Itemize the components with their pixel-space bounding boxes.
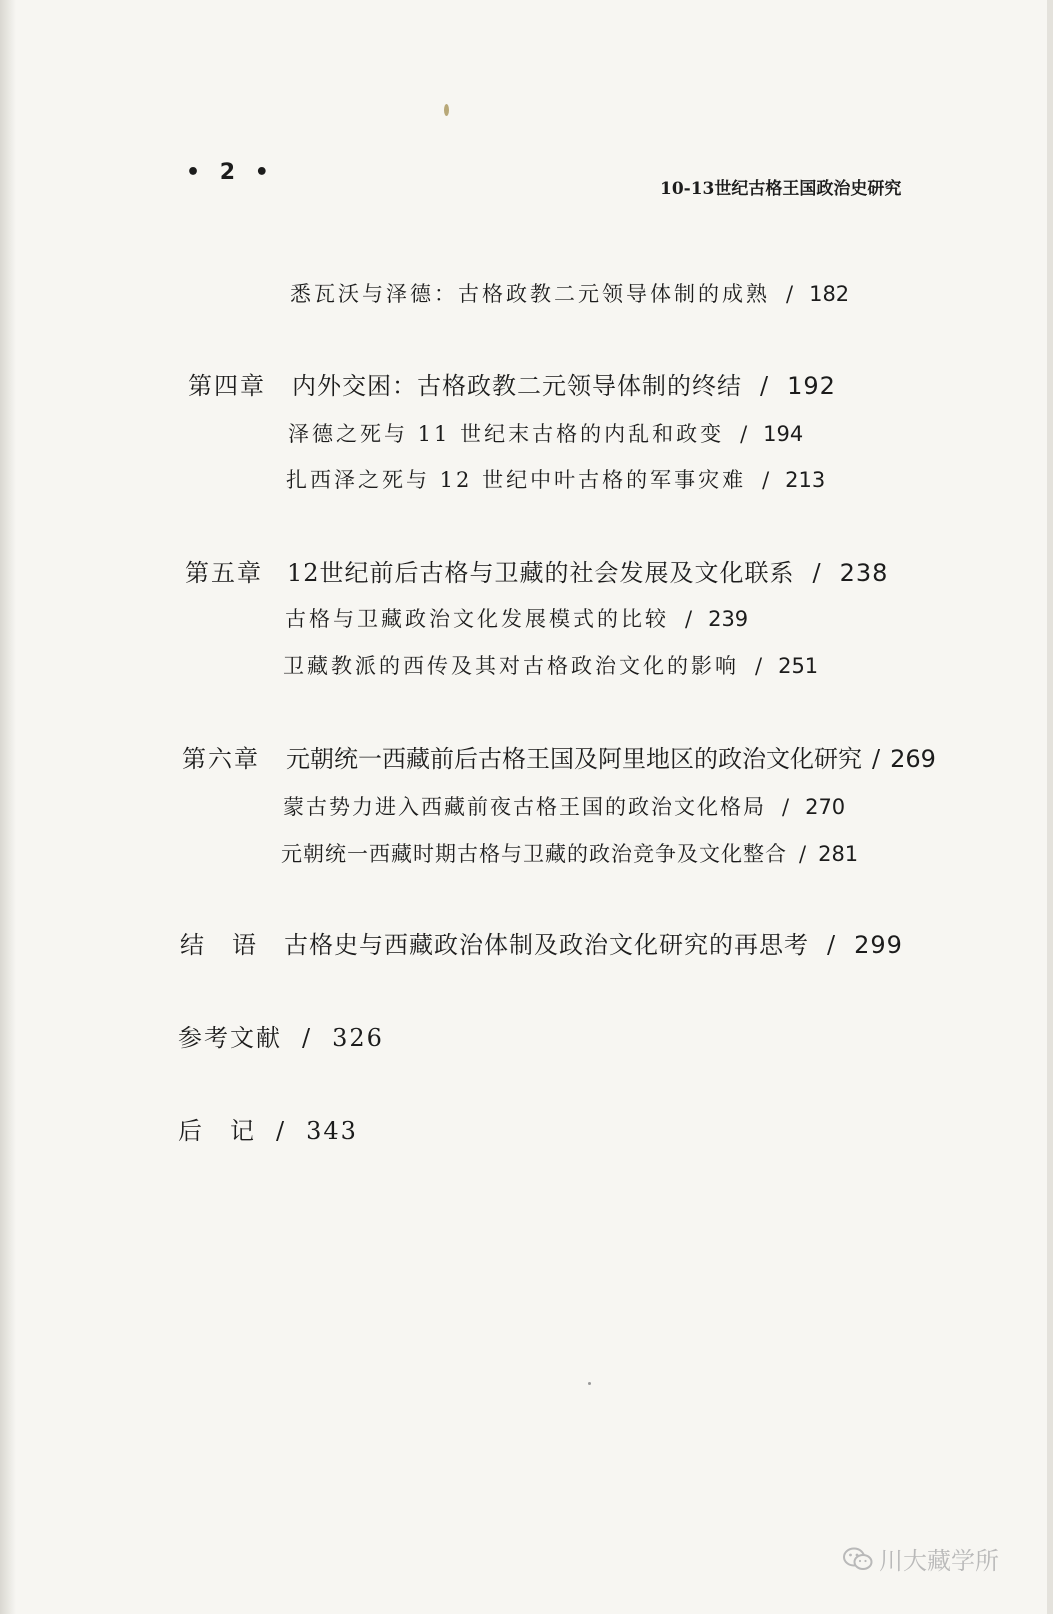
page-ref: 270 [805,795,846,819]
toc-section-entry[interactable] [288,418,803,448]
page-edge-right [1047,0,1053,1614]
separator: / [827,931,837,959]
toc-section-entry[interactable] [281,838,858,868]
wechat-icon [843,1546,873,1578]
page-ref: 281 [818,842,859,866]
paper-speck [588,1382,591,1385]
separator: / [786,282,794,306]
page-number: • 2 • [186,160,275,185]
separator: / [799,842,807,866]
chapter-title: 12世纪前后古格与卫藏的社会发展及文化联系 [287,559,795,587]
toc-section-entry[interactable] [285,603,748,633]
afterword-label: 后 记 [178,1117,256,1145]
watermark-text: 川大藏学所 [879,1547,999,1575]
chapter-label: 第六章 [182,745,260,773]
page-ref: 194 [763,422,804,446]
toc-section-entry[interactable] [283,791,845,821]
page-ref: 192 [787,372,836,400]
page-ref: 269 [890,745,936,773]
page-ref: 343 [306,1117,358,1145]
toc-section-entry[interactable] [290,278,849,308]
page-ref: 239 [708,607,749,631]
separator: / [762,468,770,492]
section-title: 泽德之死与 11 世纪末古格的内乱和政变 [288,422,725,446]
separator: / [812,559,822,587]
toc-section-entry[interactable] [283,650,818,680]
section-title: 蒙古势力进入西藏前夜古格王国的政治文化格局 [283,795,766,819]
separator: / [782,795,790,819]
page-ref: 299 [854,931,903,959]
section-title: 古格与卫藏政治文化发展模式的比较 [285,607,669,631]
running-title: 10-13世纪古格王国政治史研究 [660,179,902,199]
chapter-title: 元朝统一西藏前后古格王国及阿里地区的政治文化研究 [286,745,862,773]
toc-references[interactable] [178,1018,384,1053]
watermark [843,1541,999,1578]
page-ref: 238 [839,559,889,587]
chapter-title: 内外交困：古格政教二元领导体制的终结 [292,372,742,400]
separator: / [302,1024,313,1052]
references-label: 参考文献 [178,1024,282,1052]
separator: / [760,372,770,400]
conclusion-label: 结 语 [180,931,258,959]
page-ref: 182 [809,282,850,306]
section-title: 扎西泽之死与 12 世纪中叶古格的军事灾难 [286,468,747,492]
separator: / [740,422,748,446]
page-ref: 213 [785,468,826,492]
paper-speck [444,104,449,116]
section-title: 悉瓦沃与泽德：古格政教二元领导体制的成熟 [290,282,770,306]
separator: / [872,745,881,773]
separator: / [755,654,763,678]
toc-section-entry[interactable] [286,464,825,494]
conclusion-title: 古格史与西藏政治体制及政治文化研究的再思考 [284,931,809,959]
page-ref: 326 [332,1024,384,1052]
separator: / [276,1117,287,1145]
section-title: 卫藏教派的西传及其对古格政治文化的影响 [283,654,739,678]
separator: / [685,607,693,631]
toc-afterword[interactable] [178,1111,358,1146]
section-title: 元朝统一西藏时期古格与卫藏的政治竞争及文化整合 [281,842,787,866]
chapter-label: 第四章 [188,372,266,400]
chapter-label: 第五章 [185,559,263,587]
page-edge-left [0,0,16,1614]
page-ref: 251 [778,654,819,678]
